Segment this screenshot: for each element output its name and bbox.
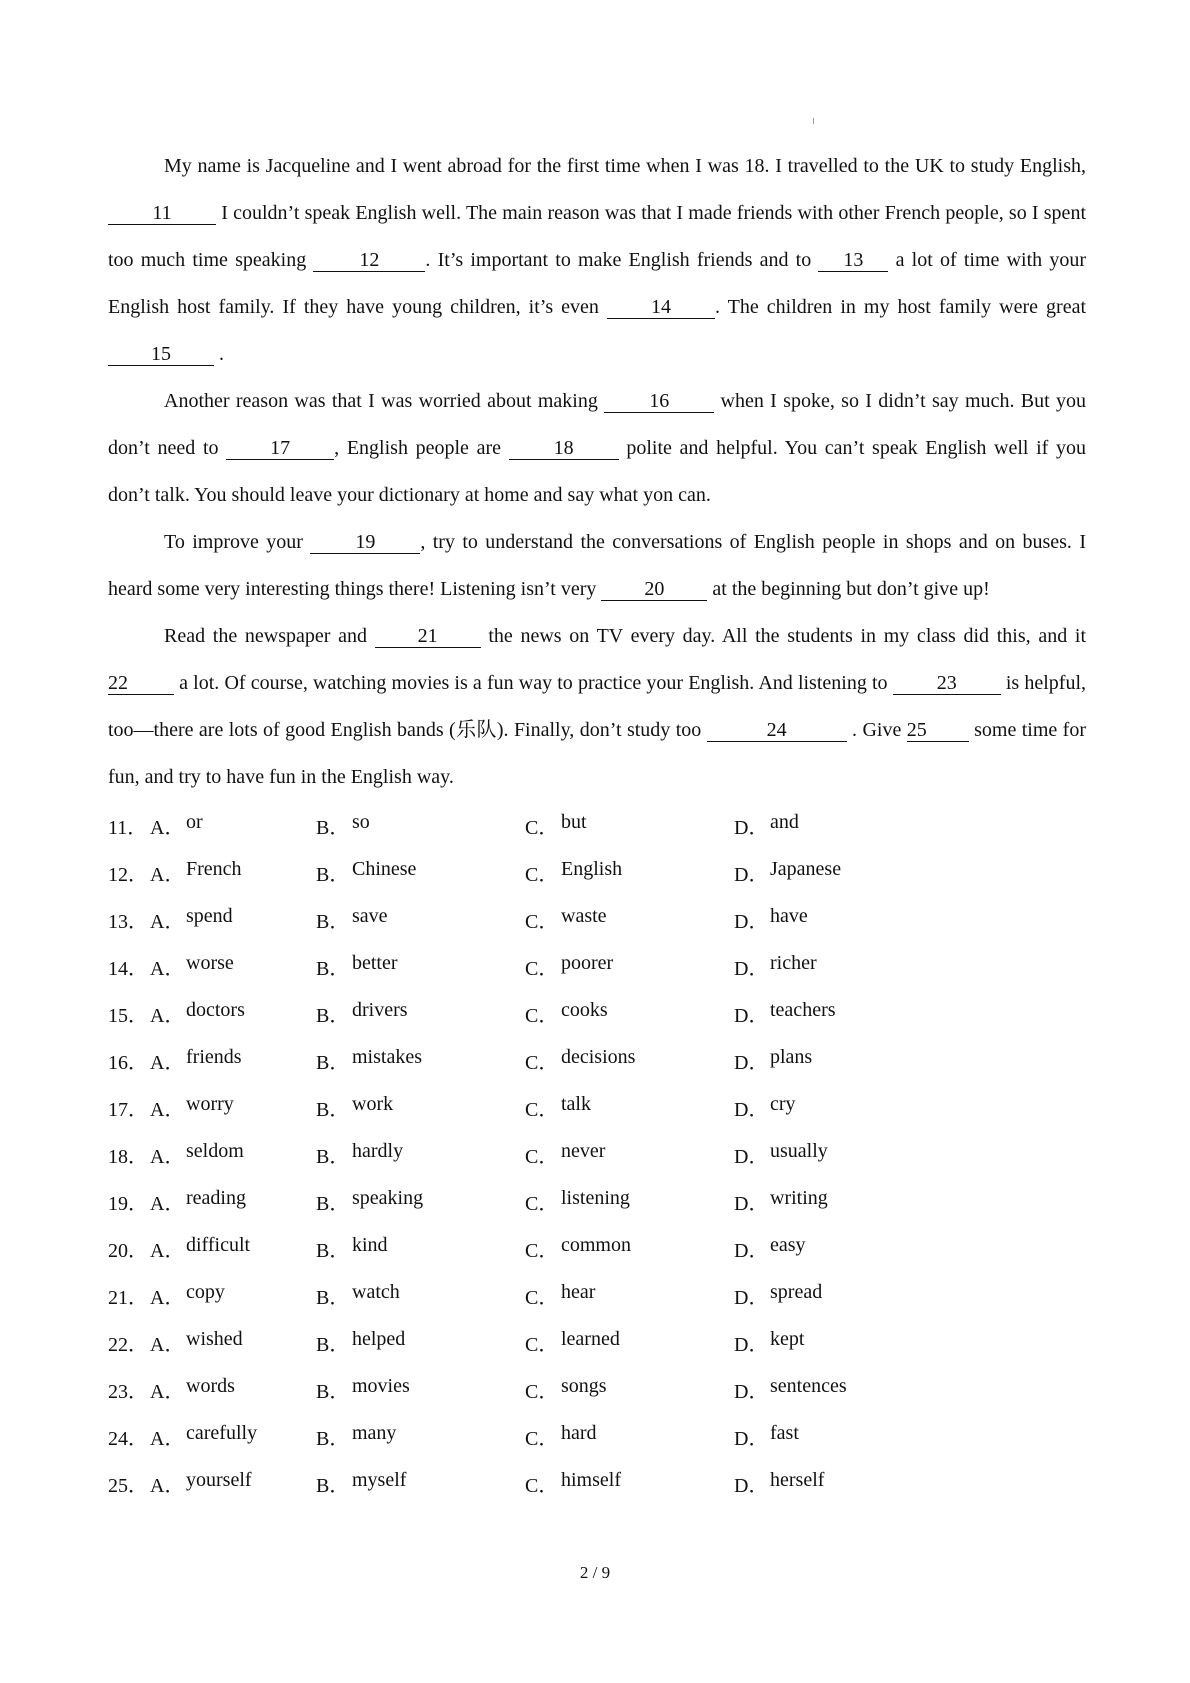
option-text: writing xyxy=(770,1187,828,1209)
option-text: fast xyxy=(770,1422,799,1444)
option-letter: C． xyxy=(525,1428,559,1450)
option-letter: A． xyxy=(150,1475,185,1497)
option-c xyxy=(525,1234,734,1263)
option-letter: C． xyxy=(525,1287,559,1309)
option-text: difficult xyxy=(186,1234,251,1256)
option-text: sentences xyxy=(770,1375,847,1397)
option-c xyxy=(525,905,734,934)
option-text: watch xyxy=(352,1281,400,1303)
option-a xyxy=(150,1093,316,1122)
option-c xyxy=(525,1046,734,1075)
option-letter: D． xyxy=(734,1334,769,1356)
option-letter: A． xyxy=(150,1287,185,1309)
option-a xyxy=(150,858,316,887)
option-letter: D． xyxy=(734,1428,769,1450)
option-letter: C． xyxy=(525,1381,559,1403)
option-d xyxy=(734,905,954,934)
question-number: 23． xyxy=(108,1381,148,1403)
question-row xyxy=(108,1084,988,1131)
option-b xyxy=(316,1140,525,1169)
page-number: 2 / 9 xyxy=(579,1563,611,1582)
option-letter: D． xyxy=(734,864,769,886)
option-letter: C． xyxy=(525,958,559,980)
option-d xyxy=(734,811,954,840)
option-c xyxy=(525,999,734,1028)
option-text: songs xyxy=(561,1375,607,1397)
option-b xyxy=(316,1093,525,1122)
option-text: never xyxy=(561,1140,606,1162)
option-letter: A． xyxy=(150,1240,185,1262)
passage-paragraph-3 xyxy=(108,519,1086,613)
blank-15: 15 xyxy=(108,343,214,366)
option-d xyxy=(734,1046,954,1075)
question-number: 24． xyxy=(108,1428,148,1450)
option-text: richer xyxy=(770,952,817,974)
option-letter: B． xyxy=(316,1334,350,1356)
option-text: drivers xyxy=(352,999,408,1021)
option-b xyxy=(316,1328,525,1357)
option-letter: B． xyxy=(316,1287,350,1309)
option-letter: D． xyxy=(734,1475,769,1497)
option-letter: D． xyxy=(734,1193,769,1215)
option-text: or xyxy=(186,811,203,833)
option-letter: C． xyxy=(525,1052,559,1074)
option-letter: B． xyxy=(316,1428,350,1450)
option-a xyxy=(150,1281,316,1310)
option-c xyxy=(525,1469,734,1498)
option-letter: C． xyxy=(525,817,559,839)
option-text: have xyxy=(770,905,808,927)
option-a xyxy=(150,1187,316,1216)
option-letter: A． xyxy=(150,1428,185,1450)
option-a xyxy=(150,905,316,934)
option-b xyxy=(316,952,525,981)
option-a xyxy=(150,999,316,1028)
option-letter: C． xyxy=(525,1005,559,1027)
option-text: mistakes xyxy=(352,1046,422,1068)
option-d xyxy=(734,858,954,887)
option-text: cry xyxy=(770,1093,796,1115)
option-letter: D． xyxy=(734,958,769,980)
option-letter: A． xyxy=(150,1005,185,1027)
option-b xyxy=(316,811,525,840)
blank-21: 21 xyxy=(375,625,481,648)
option-c xyxy=(525,1187,734,1216)
question-row xyxy=(108,896,988,943)
passage-text: when I spoke, so I didn’t say much. But you don’t need to xyxy=(108,390,1086,459)
option-text: hardly xyxy=(352,1140,404,1162)
blank-16: 16 xyxy=(604,390,714,413)
question-row xyxy=(108,1037,988,1084)
option-letter: B． xyxy=(316,1146,350,1168)
option-text: but xyxy=(561,811,587,833)
option-letter: D． xyxy=(734,1052,769,1074)
passage-text: is helpful, too—there are lots of good English bands (乐队). Finally, don’t study too xyxy=(108,672,1086,741)
option-text: work xyxy=(352,1093,394,1115)
question-row xyxy=(108,1319,988,1366)
option-letter: A． xyxy=(150,911,185,933)
option-c xyxy=(525,1375,734,1404)
option-text: spread xyxy=(770,1281,823,1303)
page-top-mark xyxy=(813,118,814,124)
option-letter: A． xyxy=(150,958,185,980)
option-letter: A． xyxy=(150,1334,185,1356)
option-letter: A． xyxy=(150,1099,185,1121)
option-text: spend xyxy=(186,905,233,927)
option-text: words xyxy=(186,1375,235,1397)
question-number: 25． xyxy=(108,1475,148,1497)
question-number: 17． xyxy=(108,1099,148,1121)
option-letter: D． xyxy=(734,1005,769,1027)
option-b xyxy=(316,999,525,1028)
option-c xyxy=(525,1093,734,1122)
option-text: carefully xyxy=(186,1422,258,1444)
option-text: and xyxy=(770,811,799,833)
option-letter: B． xyxy=(316,817,350,839)
option-text: speaking xyxy=(352,1187,424,1209)
option-d xyxy=(734,999,954,1028)
blank-22: 22 xyxy=(108,672,174,695)
question-number: 15． xyxy=(108,1005,148,1027)
option-letter: C． xyxy=(525,1193,559,1215)
option-letter: B． xyxy=(316,1193,350,1215)
option-letter: B． xyxy=(316,1381,350,1403)
question-row xyxy=(108,1413,988,1460)
answer-options-list xyxy=(108,802,988,1507)
option-a xyxy=(150,1328,316,1357)
question-row xyxy=(108,1131,988,1178)
passage-text: , try to understand the conversations of English people in shops and on buses. I heard some very interesting things there! Listening isn’t very xyxy=(108,531,1086,600)
option-text: save xyxy=(352,905,388,927)
question-row xyxy=(108,1272,988,1319)
option-d xyxy=(734,1234,954,1263)
option-b xyxy=(316,1187,525,1216)
option-letter: D． xyxy=(734,1099,769,1121)
option-d xyxy=(734,1281,954,1310)
option-letter: C． xyxy=(525,1475,559,1497)
blank-20: 20 xyxy=(601,578,707,601)
passage-text: I couldn’t speak English well. The main reason was that I made friends with other French people, so I spent too much time speaking xyxy=(108,202,1086,271)
passage-text: . Give xyxy=(846,719,907,741)
option-letter: A． xyxy=(150,864,185,886)
question-number: 18． xyxy=(108,1146,148,1168)
option-letter: C． xyxy=(525,1240,559,1262)
option-text: herself xyxy=(770,1469,825,1491)
blank-17: 17 xyxy=(226,437,334,460)
option-a xyxy=(150,1469,316,1498)
option-text: wished xyxy=(186,1328,243,1350)
option-letter: A． xyxy=(150,1381,185,1403)
blank-23: 23 xyxy=(893,672,1001,695)
option-d xyxy=(734,952,954,981)
blank-13: 13 xyxy=(818,249,888,272)
passage-paragraph-4 xyxy=(108,613,1086,801)
option-text: easy xyxy=(770,1234,806,1256)
option-text: waste xyxy=(561,905,607,927)
question-row xyxy=(108,990,988,1037)
option-text: worse xyxy=(186,952,234,974)
option-c xyxy=(525,952,734,981)
question-row xyxy=(108,1460,988,1507)
question-number: 12． xyxy=(108,864,148,886)
option-text: himself xyxy=(561,1469,621,1491)
option-b xyxy=(316,1046,525,1075)
option-letter: B． xyxy=(316,911,350,933)
option-text: friends xyxy=(186,1046,242,1068)
passage-text: some time for fun, and try to have fun in the English way. xyxy=(108,719,1086,788)
option-text: hear xyxy=(561,1281,596,1303)
option-b xyxy=(316,1469,525,1498)
option-letter: C． xyxy=(525,1146,559,1168)
option-text: English xyxy=(561,858,623,880)
option-text: listening xyxy=(561,1187,630,1209)
question-number: 14． xyxy=(108,958,148,980)
option-text: kind xyxy=(352,1234,388,1256)
passage-text: a lot of time with your English host family. If they have young children, it’s even xyxy=(108,249,1086,318)
option-c xyxy=(525,1281,734,1310)
option-text: many xyxy=(352,1422,397,1444)
option-letter: B． xyxy=(316,1475,350,1497)
passage-text: . The children in my host family were great xyxy=(714,296,1087,318)
option-b xyxy=(316,858,525,887)
option-c xyxy=(525,1140,734,1169)
option-text: myself xyxy=(352,1469,407,1491)
question-number: 21． xyxy=(108,1287,148,1309)
option-letter: D． xyxy=(734,911,769,933)
option-a xyxy=(150,1234,316,1263)
option-text: hard xyxy=(561,1422,597,1444)
question-row xyxy=(108,802,988,849)
option-text: Japanese xyxy=(770,858,842,880)
question-number: 13． xyxy=(108,911,148,933)
option-text: cooks xyxy=(561,999,608,1021)
passage-text: , English people are xyxy=(334,437,509,459)
option-text: poorer xyxy=(561,952,614,974)
option-letter: A． xyxy=(150,1146,185,1168)
passage-text: at the beginning but don’t give up! xyxy=(707,578,990,600)
option-b xyxy=(316,1281,525,1310)
question-row xyxy=(108,1178,988,1225)
option-text: kept xyxy=(770,1328,805,1350)
question-row xyxy=(108,849,988,896)
question-number: 16． xyxy=(108,1052,148,1074)
option-text: talk xyxy=(561,1093,591,1115)
option-c xyxy=(525,858,734,887)
option-a xyxy=(150,1375,316,1404)
question-number: 22． xyxy=(108,1334,148,1356)
option-d xyxy=(734,1187,954,1216)
option-a xyxy=(150,1046,316,1075)
passage-paragraph-2 xyxy=(108,378,1086,519)
option-letter: B． xyxy=(316,1005,350,1027)
option-text: doctors xyxy=(186,999,245,1021)
option-text: helped xyxy=(352,1328,406,1350)
option-text: better xyxy=(352,952,398,974)
passage-text: the news on TV every day. All the students in my class did this, and it xyxy=(480,625,1087,647)
passage-text: To improve your xyxy=(164,531,311,553)
option-letter: A． xyxy=(150,1052,185,1074)
blank-19: 19 xyxy=(310,531,420,554)
option-letter: D． xyxy=(734,817,769,839)
option-letter: C． xyxy=(525,1334,559,1356)
passage-text: Read the newspaper and xyxy=(164,625,375,647)
option-letter: B． xyxy=(316,1240,350,1262)
option-text: usually xyxy=(770,1140,828,1162)
passage-paragraph-1 xyxy=(108,143,1086,378)
question-row xyxy=(108,1366,988,1413)
option-d xyxy=(734,1469,954,1498)
passage-text: polite and helpful. You can’t speak English well if you don’t talk. You should leave your dictionary at home and say what yon can. xyxy=(108,437,1087,506)
passage-text: . It’s important to make English friends and to xyxy=(425,249,819,271)
option-text: common xyxy=(561,1234,631,1256)
blank-25: 25 xyxy=(907,719,969,742)
option-text: so xyxy=(352,811,370,833)
option-letter: B． xyxy=(316,958,350,980)
option-text: plans xyxy=(770,1046,813,1068)
option-text: copy xyxy=(186,1281,225,1303)
option-d xyxy=(734,1140,954,1169)
option-letter: B． xyxy=(316,864,350,886)
option-b xyxy=(316,1375,525,1404)
option-d xyxy=(734,1328,954,1357)
question-row xyxy=(108,1225,988,1272)
option-c xyxy=(525,1422,734,1451)
blank-12: 12 xyxy=(313,249,425,272)
option-a xyxy=(150,952,316,981)
option-letter: D． xyxy=(734,1287,769,1309)
option-letter: A． xyxy=(150,817,185,839)
option-letter: B． xyxy=(316,1099,350,1121)
option-a xyxy=(150,1422,316,1451)
option-letter: C． xyxy=(525,911,559,933)
option-text: French xyxy=(186,858,242,880)
passage-text: Another reason was that I was worried about making xyxy=(164,390,605,412)
passage-text: My name is Jacqueline and I went abroad for the first time when I was 18. I travelled to the UK to study English, xyxy=(164,155,1086,177)
passage-text: a lot. Of course, watching movies is a fun way to practice your English. And listening to xyxy=(174,672,893,694)
question-row xyxy=(108,943,988,990)
option-a xyxy=(150,1140,316,1169)
question-number: 11． xyxy=(108,817,148,839)
option-d xyxy=(734,1422,954,1451)
blank-18: 18 xyxy=(509,437,619,460)
passage-text: . xyxy=(214,343,224,365)
option-d xyxy=(734,1093,954,1122)
option-text: decisions xyxy=(561,1046,636,1068)
option-c xyxy=(525,811,734,840)
cloze-passage xyxy=(108,143,1086,801)
blank-14: 14 xyxy=(607,296,715,319)
option-b xyxy=(316,1422,525,1451)
option-letter: B． xyxy=(316,1052,350,1074)
option-letter: D． xyxy=(734,1381,769,1403)
option-letter: D． xyxy=(734,1146,769,1168)
blank-11: 11 xyxy=(108,202,216,225)
option-text: worry xyxy=(186,1093,234,1115)
option-letter: D． xyxy=(734,1240,769,1262)
option-text: learned xyxy=(561,1328,620,1350)
option-text: yourself xyxy=(186,1469,252,1491)
option-text: Chinese xyxy=(352,858,417,880)
option-text: movies xyxy=(352,1375,410,1397)
option-a xyxy=(150,811,316,840)
question-number: 19． xyxy=(108,1193,148,1215)
option-letter: C． xyxy=(525,864,559,886)
option-b xyxy=(316,1234,525,1263)
option-letter: A． xyxy=(150,1193,185,1215)
option-letter: C． xyxy=(525,1099,559,1121)
blank-24: 24 xyxy=(707,719,847,742)
option-c xyxy=(525,1328,734,1357)
option-text: teachers xyxy=(770,999,836,1021)
option-text: seldom xyxy=(186,1140,244,1162)
option-text: reading xyxy=(186,1187,246,1209)
option-b xyxy=(316,905,525,934)
question-number: 20． xyxy=(108,1240,148,1262)
option-d xyxy=(734,1375,954,1404)
